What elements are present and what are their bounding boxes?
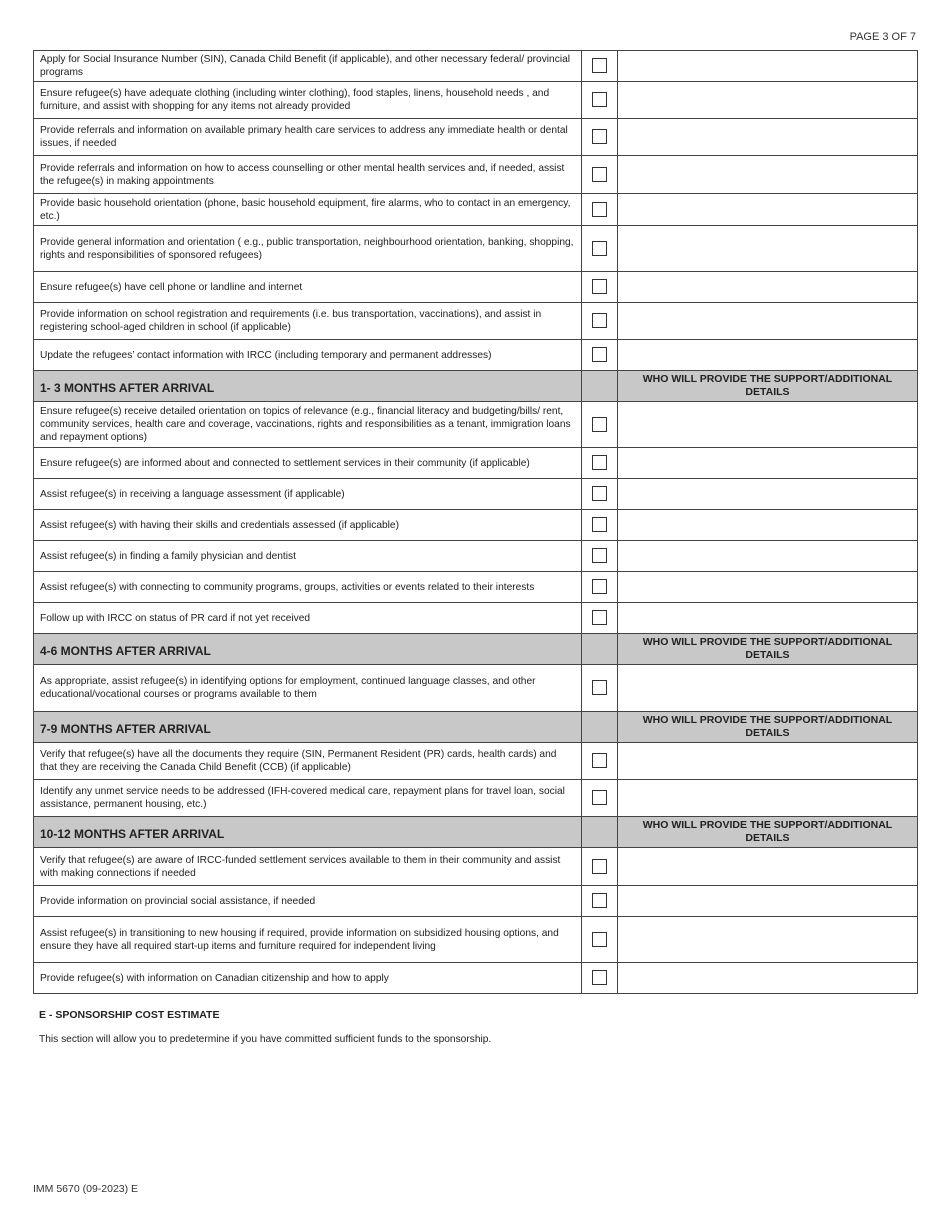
task-description: Provide general information and orientation ( e.g., public transportation, neighbourhood orientation, banking, shopping, rights and responsibilities of sponsored refugees) [34, 226, 582, 272]
provider-details-field[interactable] [618, 448, 918, 479]
task-row [34, 510, 918, 541]
task-checkbox[interactable] [592, 486, 607, 501]
task-checkbox[interactable] [592, 548, 607, 563]
task-checkbox[interactable] [592, 455, 607, 470]
task-description: Provide information on provincial social assistance, if needed [34, 886, 582, 917]
provider-details-field[interactable] [618, 510, 918, 541]
task-description: Update the refugees’ contact information with IRCC (including temporary and permanent addresses) [34, 340, 582, 371]
task-description: Ensure refugee(s) are informed about and connected to settlement services in their community (if applicable) [34, 448, 582, 479]
provider-details-field[interactable] [618, 194, 918, 226]
task-row [34, 665, 918, 712]
who-will-provide-header: WHO WILL PROVIDE THE SUPPORT/ADDITIONAL DETAILS [618, 634, 918, 665]
who-will-provide-header: WHO WILL PROVIDE THE SUPPORT/ADDITIONAL DETAILS [618, 371, 918, 402]
task-row [34, 303, 918, 340]
section-header-spacer [582, 712, 618, 743]
checkbox-cell [582, 848, 618, 886]
section-header-row [34, 712, 918, 743]
provider-details-field[interactable] [618, 603, 918, 634]
task-checkbox[interactable] [592, 970, 607, 985]
who-will-provide-header: WHO WILL PROVIDE THE SUPPORT/ADDITIONAL DETAILS [618, 817, 918, 848]
checkbox-cell [582, 340, 618, 371]
provider-details-field[interactable] [618, 51, 918, 82]
task-description: Verify that refugee(s) have all the documents they require (SIN, Permanent Resident (PR) cards, health cards) and that they are receiving the Canada Child Benefit (CCB) (if applicable) [34, 743, 582, 780]
provider-details-field[interactable] [618, 82, 918, 119]
checkbox-cell [582, 479, 618, 510]
page-number: PAGE 3 OF 7 [849, 31, 916, 43]
task-description: Ensure refugee(s) have adequate clothing (including winter clothing), food staples, linens, household needs , and furniture, and assist with shopping for any items not already provided [34, 82, 582, 119]
checkbox-cell [582, 226, 618, 272]
section-title: 7-9 MONTHS AFTER ARRIVAL [34, 712, 582, 743]
task-description: Provide referrals and information on how to access counselling or other mental health services and, if needed, assist the refugee(s) in making appointments [34, 156, 582, 194]
task-checkbox[interactable] [592, 610, 607, 625]
task-description: Follow up with IRCC on status of PR card if not yet received [34, 603, 582, 634]
task-row [34, 402, 918, 448]
provider-details-field[interactable] [618, 479, 918, 510]
checkbox-cell [582, 963, 618, 994]
task-row [34, 963, 918, 994]
checkbox-cell [582, 119, 618, 156]
checkbox-cell [582, 194, 618, 226]
checkbox-cell [582, 51, 618, 82]
task-row [34, 340, 918, 371]
section-title: 1- 3 MONTHS AFTER ARRIVAL [34, 371, 582, 402]
task-checkbox[interactable] [592, 790, 607, 805]
task-description: Provide basic household orientation (phone, basic household equipment, fire alarms, who to contact in an emergency, etc.) [34, 194, 582, 226]
section-header-spacer [582, 634, 618, 665]
section-header-row [34, 634, 918, 665]
task-row [34, 272, 918, 303]
task-row [34, 194, 918, 226]
task-description: Assist refugee(s) in finding a family physician and dentist [34, 541, 582, 572]
task-row [34, 780, 918, 817]
task-checkbox[interactable] [592, 932, 607, 947]
provider-details-field[interactable] [618, 272, 918, 303]
checkbox-cell [582, 917, 618, 963]
task-checkbox[interactable] [592, 241, 607, 256]
task-checkbox[interactable] [592, 279, 607, 294]
checkbox-cell [582, 780, 618, 817]
form-code-footer: IMM 5670 (09-2023) E [33, 1183, 139, 1195]
task-row [34, 156, 918, 194]
task-checkbox[interactable] [592, 579, 607, 594]
task-checkbox[interactable] [592, 167, 607, 182]
task-row [34, 119, 918, 156]
task-checkbox[interactable] [592, 92, 607, 107]
provider-details-field[interactable] [618, 963, 918, 994]
task-checkbox[interactable] [592, 893, 607, 908]
task-checkbox[interactable] [592, 58, 607, 73]
checkbox-cell [582, 303, 618, 340]
provider-details-field[interactable] [618, 886, 918, 917]
task-checkbox[interactable] [592, 347, 607, 362]
task-row [34, 51, 918, 82]
task-description: Assist refugee(s) with connecting to community programs, groups, activities or events related to their interests [34, 572, 582, 603]
task-row [34, 886, 918, 917]
provider-details-field[interactable] [618, 848, 918, 886]
who-will-provide-header: WHO WILL PROVIDE THE SUPPORT/ADDITIONAL DETAILS [618, 712, 918, 743]
task-description: As appropriate, assist refugee(s) in identifying options for employment, continued language classes, and other educational/vocational courses or programs available to them [34, 665, 582, 712]
provider-details-field[interactable] [618, 665, 918, 712]
provider-details-field[interactable] [618, 780, 918, 817]
provider-details-field[interactable] [618, 226, 918, 272]
provider-details-field[interactable] [618, 917, 918, 963]
task-checkbox[interactable] [592, 680, 607, 695]
provider-details-field[interactable] [618, 402, 918, 448]
task-description: Verify that refugee(s) are aware of IRCC-funded settlement services available to them in their community and assist with making connections if needed [34, 848, 582, 886]
checkbox-cell [582, 665, 618, 712]
settlement-plan-table [33, 50, 918, 994]
task-checkbox[interactable] [592, 202, 607, 217]
checkbox-cell [582, 603, 618, 634]
task-description: Provide referrals and information on available primary health care services to address any immediate health or dental issues, if needed [34, 119, 582, 156]
task-description: Provide refugee(s) with information on Canadian citizenship and how to apply [34, 963, 582, 994]
task-description: Assist refugee(s) with having their skills and credentials assessed (if applicable) [34, 510, 582, 541]
checkbox-cell [582, 886, 618, 917]
task-row [34, 848, 918, 886]
task-row [34, 82, 918, 119]
task-checkbox[interactable] [592, 129, 607, 144]
provider-details-field[interactable] [618, 119, 918, 156]
task-row [34, 226, 918, 272]
checkbox-cell [582, 272, 618, 303]
section-header-row [34, 817, 918, 848]
task-description: Ensure refugee(s) receive detailed orientation on topics of relevance (e.g., financial literacy and budgeting/bills/ rent, community services, health care and coverage, vaccinations, rights and responsibilities as a tenant, immigration loans and repayment options) [34, 402, 582, 448]
section-e-description: This section will allow you to predetermine if you have committed sufficient funds to the sponsorship. [39, 1034, 492, 1045]
task-row [34, 917, 918, 963]
task-row [34, 572, 918, 603]
section-header-spacer [582, 371, 618, 402]
task-description: Assist refugee(s) in receiving a language assessment (if applicable) [34, 479, 582, 510]
task-description: Apply for Social Insurance Number (SIN), Canada Child Benefit (if applicable), and other necessary federal/ provincial programs [34, 51, 582, 82]
provider-details-field[interactable] [618, 340, 918, 371]
task-row [34, 541, 918, 572]
checkbox-cell [582, 402, 618, 448]
section-title: 10-12 MONTHS AFTER ARRIVAL [34, 817, 582, 848]
task-checkbox[interactable] [592, 313, 607, 328]
task-row [34, 603, 918, 634]
task-description: Provide information on school registration and requirements (i.e. bus transportation, vaccinations), and assist in registering school-aged children in school (if applicable) [34, 303, 582, 340]
checkbox-cell [582, 82, 618, 119]
task-checkbox[interactable] [592, 517, 607, 532]
task-row [34, 743, 918, 780]
section-title: 4-6 MONTHS AFTER ARRIVAL [34, 634, 582, 665]
task-description: Identify any unmet service needs to be addressed (IFH-covered medical care, repayment plans for travel loan, social assistance, permanent housing, etc.) [34, 780, 582, 817]
checkbox-cell [582, 743, 618, 780]
section-header-row [34, 371, 918, 402]
checkbox-cell [582, 156, 618, 194]
checkbox-cell [582, 510, 618, 541]
provider-details-field[interactable] [618, 541, 918, 572]
checkbox-cell [582, 572, 618, 603]
task-row [34, 479, 918, 510]
provider-details-field[interactable] [618, 743, 918, 780]
provider-details-field[interactable] [618, 572, 918, 603]
task-row [34, 448, 918, 479]
task-description: Assist refugee(s) in transitioning to new housing if required, provide information on subsidized housing options, and ensure they have all required start-up items and furniture required for independent living [34, 917, 582, 963]
task-checkbox[interactable] [592, 859, 607, 874]
task-description: Ensure refugee(s) have cell phone or landline and internet [34, 272, 582, 303]
task-checkbox[interactable] [592, 753, 607, 768]
section-header-spacer [582, 817, 618, 848]
checkbox-cell [582, 541, 618, 572]
checkbox-cell [582, 448, 618, 479]
section-e-title: E - SPONSORSHIP COST ESTIMATE [39, 1009, 220, 1021]
provider-details-field[interactable] [618, 303, 918, 340]
provider-details-field[interactable] [618, 156, 918, 194]
task-checkbox[interactable] [592, 417, 607, 432]
